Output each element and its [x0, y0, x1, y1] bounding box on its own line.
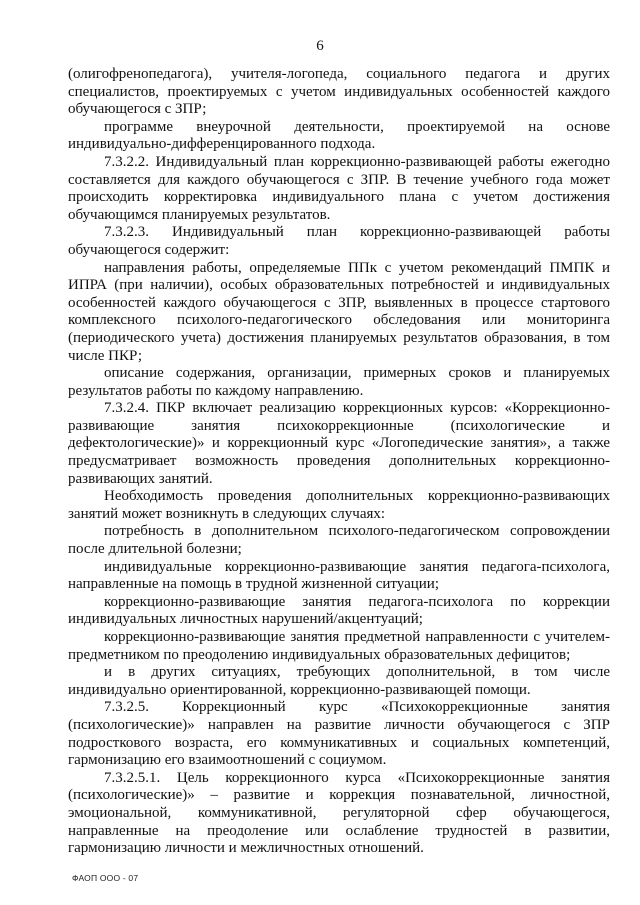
- document-body: [68, 66, 610, 858]
- paragraph: 7.3.2.5.1. Цель коррекционного курса «Психокоррекционные занятия (психологические)» – развитие и коррекция познавательной, личностной, эмоциональной, коммуникативной, регуляторной сфер обучающегося, направленные на преодоление или ослабление трудностей в развитии, гармонизацию личности и межличностных отношений.: [68, 769, 610, 857]
- paragraph: потребность в дополнительном психолого-педагогическом сопровождении после длительной болезни;: [68, 523, 610, 558]
- paragraph: 7.3.2.3. Индивидуальный план коррекционно-развивающей работы обучающегося содержит:: [68, 224, 610, 258]
- document-footer: ФАОП ООО - 07: [72, 873, 139, 883]
- paragraph: (олигофренопедагога), учителя-логопеда, социального педагога и других специалистов, проектируемых с учетом индивидуальных особенностей каждого обучающегося с ЗПР;: [68, 66, 610, 118]
- paragraph: 7.3.2.4. ПКР включает реализацию коррекционных курсов: «Коррекционно-развивающие занятия психокоррекционные (психологические и дефектологические)» и коррекционный курс «Логопедические занятия», а также предусматривает возможность проведения дополнительных коррекционно-развивающих занятий.: [68, 400, 610, 487]
- paragraph: и в других ситуациях, требующих дополнительной, в том числе индивидуально ориентированной, коррекционно-развивающей помощи.: [68, 664, 610, 698]
- paragraph: Необходимость проведения дополнительных коррекционно-развивающих занятий может возникнуть в следующих случаях:: [68, 488, 610, 522]
- paragraph: коррекционно-развивающие занятия предметной направленности с учителем-предметником по преодолению индивидуальных образовательных дефицитов;: [68, 629, 610, 663]
- paragraph: описание содержания, организации, примерных сроков и планируемых результатов работы по каждому направлению.: [68, 365, 610, 399]
- paragraph: 7.3.2.5. Коррекционный курс «Психокоррекционные занятия (психологические)» направлен на развитие личности обучающегося с ЗПР подросткового возраста, его коммуникативных и социальных компетенций, гармонизацию его взаимоотношений с социумом.: [68, 699, 610, 769]
- paragraph: коррекционно-развивающие занятия педагога-психолога по коррекции индивидуальных личностных нарушений/акцентуаций;: [68, 593, 610, 628]
- paragraph: 7.3.2.2. Индивидуальный план коррекционно-развивающей работы ежегодно составляется для каждого обучающегося с ЗПР. В течение учебного года может происходить корректировка индивидуального плана с учетом достижения обучающимся планируемых результатов.: [68, 153, 610, 223]
- paragraph: индивидуальные коррекционно-развивающие занятия педагога-психолога, направленные на помощь в трудной жизненной ситуации;: [68, 558, 610, 593]
- paragraph: направления работы, определяемые ППк с учетом рекомендаций ПМПК и ИПРА (при наличии), особых образовательных потребностей и индивидуальных особенностей каждого обучающегося с ЗПР, выявленных в процессе стартового комплексного психолого-педагогического обследования или мониторинга (периодического учета) достижения планируемых результатов образования, в том числе ПКР;: [68, 259, 610, 364]
- page-number: 6: [316, 38, 324, 54]
- paragraph: программе внеурочной деятельности, проектируемой на основе индивидуально-дифференцированного подхода.: [68, 118, 610, 153]
